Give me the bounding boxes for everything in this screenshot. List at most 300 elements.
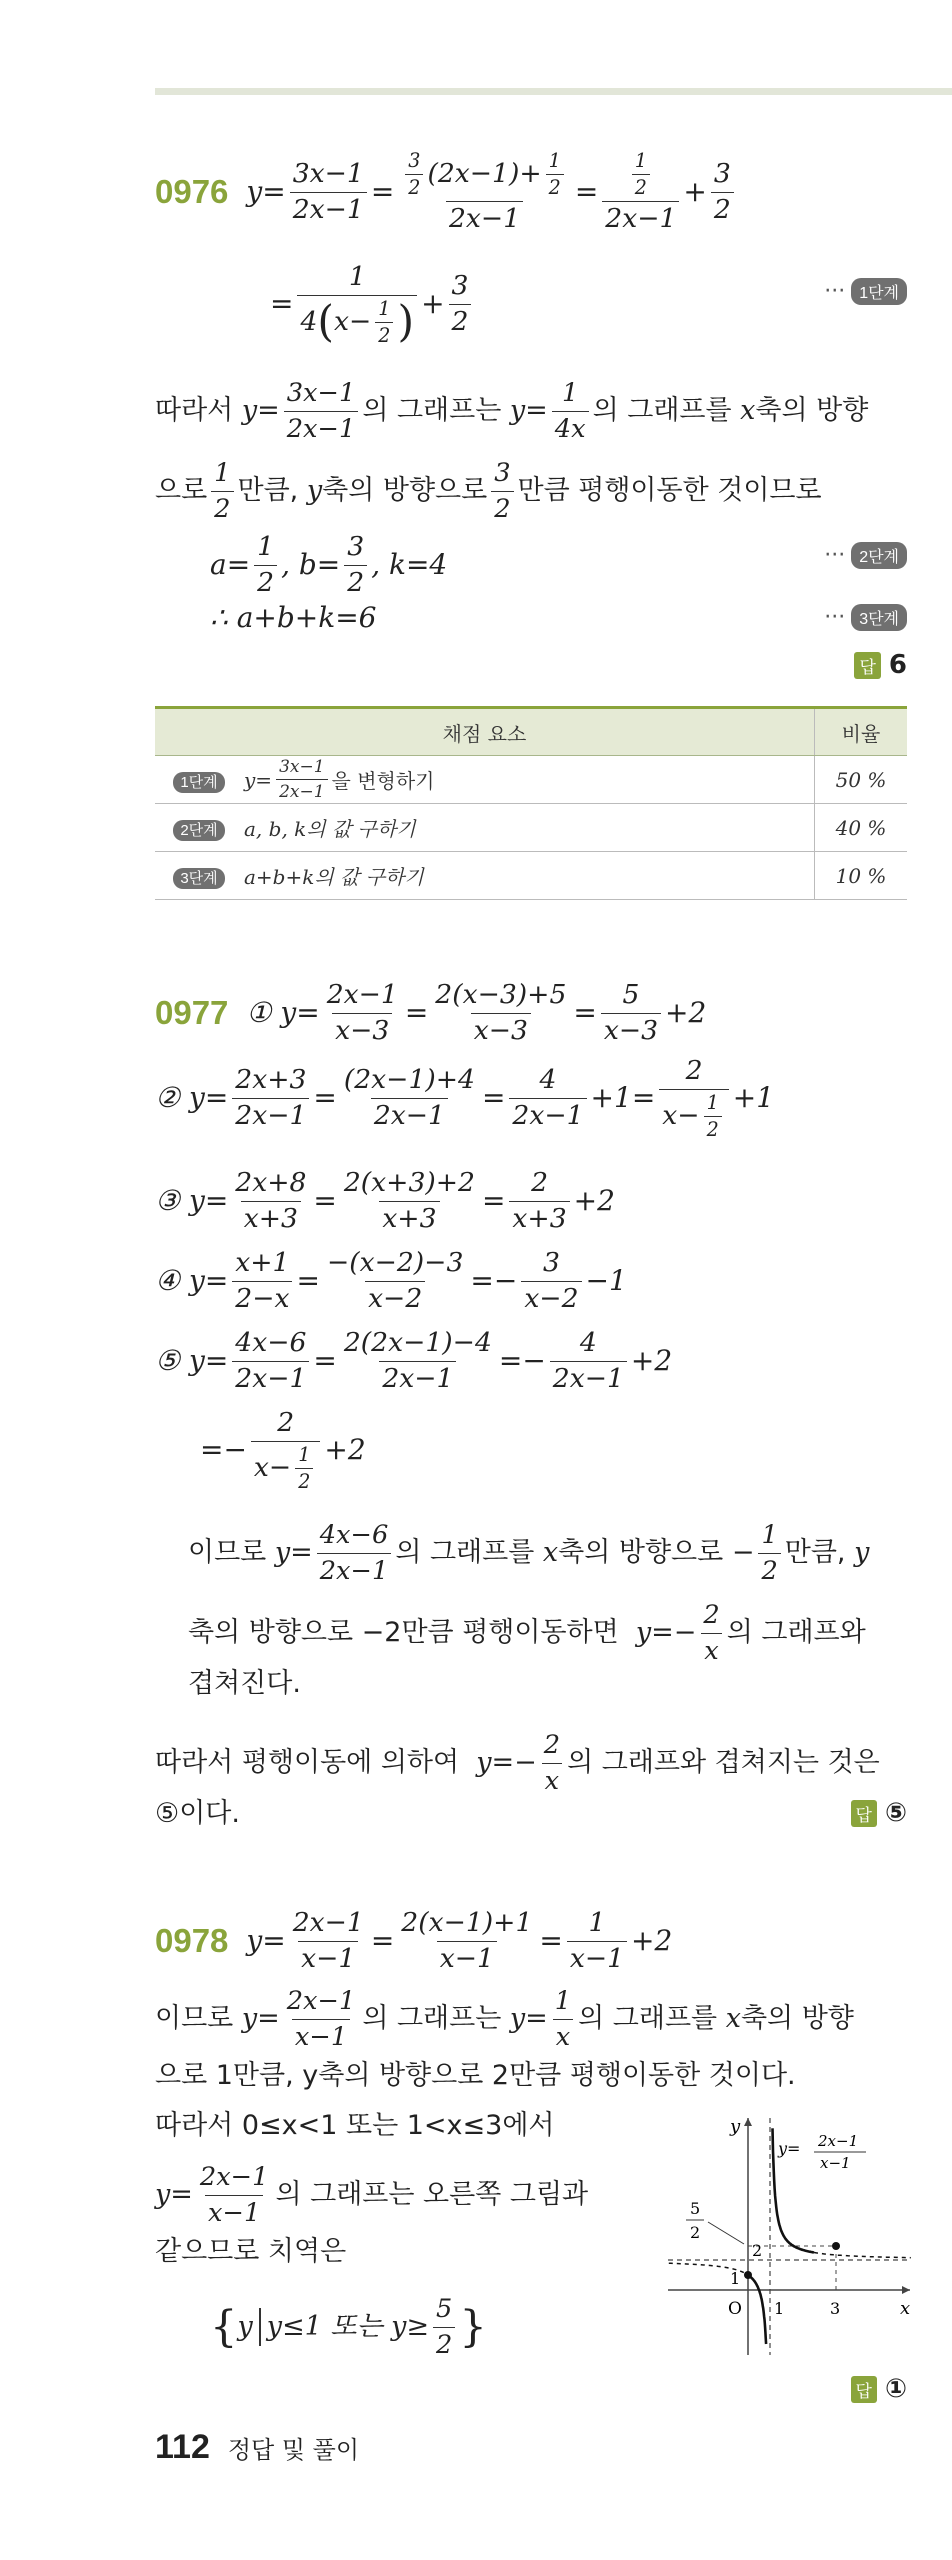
eq-text: +1= — [590, 1081, 656, 1115]
eq-text: = — [313, 1343, 337, 1377]
numerator: 4 — [579, 1327, 597, 1358]
numerator: 2 — [543, 1730, 561, 1760]
text: 따라서 평행이동에 의하여 — [155, 1747, 460, 1779]
fraction — [324, 980, 401, 1046]
numerator: 5 — [622, 979, 640, 1010]
fraction — [700, 1600, 722, 1667]
tick-label-y2: 2 — [752, 2241, 763, 2260]
eq-text: +1 — [732, 1081, 775, 1115]
text: 만큼, — [784, 1537, 846, 1569]
answer-value: 6 — [888, 650, 907, 680]
fraction — [290, 159, 367, 225]
numerator: 3 — [713, 158, 731, 190]
numerator: 1 — [634, 149, 647, 172]
eq-text: y — [854, 1537, 870, 1569]
fraction — [491, 458, 513, 525]
text: ⑤이다. — [155, 1798, 240, 1829]
text: 의 그래프는 — [362, 2003, 502, 2035]
fraction — [398, 150, 571, 235]
answer-value: ① — [884, 2374, 907, 2404]
fraction — [432, 980, 569, 1046]
p0976-text1 — [155, 378, 907, 445]
fraction — [375, 298, 393, 347]
p0977-t4 — [155, 1730, 907, 1797]
denominator: 2 — [632, 174, 650, 199]
step-badge: 3단계 — [851, 604, 907, 631]
endpoint-dot — [744, 2271, 752, 2279]
fraction — [601, 980, 661, 1046]
eq-text: = — [481, 1081, 506, 1115]
desc-cell: a, b, k의 값 구하기 — [243, 804, 815, 852]
eq-text: = — [404, 995, 429, 1029]
numerator: 3 — [408, 149, 421, 172]
eq-text: +2 — [665, 995, 707, 1029]
tick-label-y1: 1 — [730, 2269, 741, 2288]
fraction — [232, 1065, 309, 1131]
denominator: x — [701, 1633, 721, 1667]
numerator: 3 — [542, 1247, 560, 1278]
eq-text: +2 — [573, 1183, 615, 1217]
eq-text: = — [481, 1183, 506, 1217]
eq-text: x — [542, 1537, 559, 1569]
eq-text: (2x−1)+ — [427, 158, 542, 190]
fraction — [552, 378, 589, 445]
numerator: 3x−1 — [286, 378, 356, 408]
text: 축의 방향으로 — [558, 1537, 724, 1569]
eq-text: + — [683, 175, 707, 209]
fraction — [341, 1168, 478, 1234]
eq-text: y= — [241, 2003, 280, 2035]
dots: ··· — [824, 543, 846, 568]
p0977-l1 — [155, 980, 907, 1046]
eq-text: y= — [241, 395, 280, 427]
fraction — [251, 1408, 320, 1493]
p0976-eq3 — [210, 532, 907, 598]
numerator: 1 — [348, 261, 366, 292]
fraction — [552, 1986, 574, 2053]
numerator: 2x−1 — [199, 2162, 269, 2192]
numerator: 4 — [539, 1064, 557, 1096]
top-rule — [155, 88, 952, 95]
text: 의 그래프는 오른쪽 그림과 — [275, 2179, 589, 2211]
text: 축의 방향 — [755, 395, 869, 427]
fraction — [632, 150, 650, 199]
fraction — [232, 1328, 309, 1394]
answer-label: 답 — [851, 1800, 877, 1827]
eq-text: y= — [274, 1537, 313, 1569]
step-badge: 2단계 — [851, 542, 907, 569]
fraction — [711, 159, 734, 225]
eq-text: = — [573, 995, 597, 1029]
fraction — [521, 1248, 581, 1314]
numerator: 4x−6 — [235, 1327, 307, 1358]
fraction — [550, 1328, 627, 1394]
p0976-eq2 — [270, 262, 907, 347]
fraction — [602, 150, 679, 235]
desc-cell: a+b+k의 값 구하기 — [243, 852, 815, 900]
fraction — [541, 1730, 563, 1797]
eq-text: y — [237, 2311, 253, 2343]
eq-text: y= — [509, 2003, 548, 2035]
denominator: 2 — [211, 491, 233, 525]
text: 의 그래프는 — [362, 395, 502, 427]
desc-cell — [243, 756, 815, 804]
eq-text: =− — [200, 1433, 247, 1467]
fraction — [295, 1444, 313, 1493]
curve-label-num: 2x−1 — [818, 2132, 859, 2150]
eq-text: y=− — [635, 1617, 697, 1649]
numerator: 1 — [588, 1907, 606, 1938]
p0976-eq4 — [210, 602, 907, 634]
numerator: 1 — [548, 149, 561, 172]
numerator: 1 — [257, 531, 275, 562]
numerator: −(x−2)−3 — [326, 1247, 464, 1278]
page-number: 112 — [155, 2428, 210, 2466]
numerator: 4x−6 — [319, 1520, 389, 1550]
denominator: 2 — [433, 2327, 455, 2361]
numerator: 2 — [277, 1407, 295, 1438]
denominator: x−3 — [601, 1013, 661, 1047]
denominator: 2 — [711, 192, 734, 226]
fraction — [704, 1092, 722, 1141]
denominator: x−1 — [205, 2195, 263, 2229]
eq-text: = — [370, 175, 395, 209]
numerator: 2(x+3)+2 — [343, 1167, 475, 1198]
eq-text: y= — [155, 2179, 193, 2211]
rational-function-graph — [660, 2110, 920, 2360]
eq-text: x — [740, 395, 756, 427]
fraction — [659, 1056, 728, 1141]
numerator: 2x−1 — [286, 1986, 356, 2016]
numerator: 2x−1 — [326, 979, 398, 1010]
numerator: 1 — [298, 1442, 311, 1466]
text: 겹쳐진다. — [188, 1668, 301, 1699]
ratio-cell: 10 % — [815, 852, 908, 900]
denominator: 2x−1 — [290, 192, 367, 226]
text: 따라서 0≤x<1 또는 1<x≤3에서 — [155, 2110, 555, 2141]
text: 따라서 — [155, 395, 234, 427]
eq-text: x — [725, 2003, 741, 2035]
numerator: 3 — [451, 270, 469, 302]
text: 만큼 평행이동한 것이므로 — [517, 475, 822, 507]
numerator: 3 — [494, 458, 511, 488]
denominator: x−2 — [365, 1281, 425, 1315]
problem-number: 0978 — [155, 1922, 229, 1960]
fraction — [284, 1986, 359, 2053]
text: 축의 방향으로 — [322, 475, 488, 507]
eq-text: = — [574, 175, 599, 209]
step-marker-2 — [824, 542, 907, 569]
numerator: 2x+3 — [235, 1064, 307, 1096]
p0978-t1 — [155, 1986, 907, 2053]
fraction — [232, 1248, 292, 1314]
fraction — [509, 1065, 586, 1131]
eq-text: x− — [334, 305, 372, 337]
denominator: 2x−1 — [317, 1553, 392, 1587]
eq-text: ① y= — [246, 995, 320, 1029]
fraction — [546, 150, 564, 199]
score-table — [155, 706, 907, 900]
eq-text: = — [313, 1081, 337, 1115]
eq-text: y=− — [476, 1747, 537, 1779]
text: 의 그래프를 — [592, 395, 732, 427]
denominator: x−1 — [298, 1941, 358, 1975]
step-marker-3 — [824, 604, 907, 631]
origin-label: O — [728, 2299, 742, 2319]
numerator: 3 — [347, 531, 365, 562]
pointer-line — [708, 2222, 744, 2244]
numerator: 1 — [554, 1986, 572, 2016]
numerator: 1 — [562, 378, 579, 408]
denominator: 2x−1 — [602, 201, 679, 235]
fraction — [211, 458, 233, 525]
denominator: 2−x — [232, 1281, 292, 1315]
fraction — [284, 378, 359, 445]
p0977-l4 — [155, 1248, 907, 1314]
denominator: x — [553, 2019, 573, 2053]
denominator: 2 — [491, 491, 513, 525]
denominator: 2x−1 — [550, 1361, 627, 1395]
eq-text: x− — [662, 1099, 700, 1131]
denominator: x — [542, 1763, 562, 1797]
denominator: x−1 — [437, 1941, 497, 1975]
fraction — [449, 271, 472, 337]
eq-text: +2 — [631, 1923, 673, 1957]
page-section-title: 정답 및 풀이 — [227, 2436, 360, 2464]
eq-text: = — [313, 1183, 337, 1217]
eq-text: ⑤ y= — [155, 1343, 229, 1377]
fraction — [290, 1908, 367, 1974]
step-badge: 2단계 — [173, 820, 224, 841]
score-table-header — [155, 708, 907, 756]
denominator: x+3 — [509, 1201, 569, 1235]
numerator: 2 — [685, 1055, 703, 1086]
denominator: x−2 — [521, 1281, 581, 1315]
p0978-answer — [851, 2374, 907, 2404]
tick-label-x3: 3 — [830, 2299, 841, 2318]
p0978-eq — [155, 1908, 907, 1974]
dots: ··· — [824, 605, 846, 630]
denominator: 2 — [449, 304, 472, 338]
page-footer — [155, 2428, 359, 2467]
p0977-t1 — [188, 1520, 907, 1587]
text: 으로 1만큼, y축의 방향으로 2만큼 평행이동한 것이다. — [155, 2060, 796, 2091]
eq-text: = — [539, 1923, 563, 1957]
fraction — [398, 1908, 535, 1974]
numerator: 3x−1 — [279, 757, 325, 777]
eq-text: ④ y= — [155, 1263, 229, 1297]
numerator: 2 — [703, 1600, 720, 1630]
fraction — [276, 757, 327, 802]
eq-text: =− — [470, 1263, 518, 1297]
fraction — [758, 1520, 780, 1587]
fraction: 1 4 ( x− $\frac{1}{2}$ ) — [297, 262, 417, 347]
tick-label-x1: 1 — [774, 2299, 785, 2318]
denominator: 2x−1 — [232, 1098, 309, 1132]
step-badge: 3단계 — [173, 868, 224, 889]
curve-label-den: x−1 — [820, 2154, 851, 2172]
numerator: 2(x−1)+1 — [401, 1907, 533, 1938]
text: 의 그래프와 겹쳐지는 것은 — [567, 1747, 880, 1779]
ratio-cell: 40 % — [815, 804, 908, 852]
text: 이므로 — [188, 1537, 267, 1569]
eq-text: +2 — [324, 1433, 366, 1467]
curve-right-dashed — [814, 2253, 911, 2258]
p0977-t3 — [188, 1668, 907, 1700]
numerator: 2(2x−1)−4 — [343, 1327, 492, 1358]
p0976-text2 — [155, 458, 907, 525]
text: 축의 방향 — [740, 2003, 854, 2035]
eq-text: y= — [246, 175, 286, 209]
eq-text: y= — [509, 395, 548, 427]
eq-text: ③ y= — [155, 1183, 229, 1217]
eq-text: = — [370, 1923, 395, 1957]
x-axis-label: x — [900, 2298, 911, 2319]
tick-label-52-den: 2 — [690, 2223, 701, 2242]
p0977-answer — [851, 1798, 907, 1828]
denominator: x+3 — [379, 1201, 439, 1235]
problem-number: 0976 — [155, 173, 229, 211]
answer-label: 답 — [851, 2376, 877, 2403]
y-axis-arrow — [744, 2118, 752, 2126]
problem-number: 0977 — [155, 994, 229, 1032]
fraction — [344, 532, 367, 598]
numerator: 2 — [531, 1167, 548, 1198]
fraction — [509, 1168, 569, 1234]
text: 이므로 — [155, 2003, 234, 2035]
denominator: x−1 — [292, 2019, 350, 2053]
text: 축의 방향으로 −2만큼 평행이동하면 — [188, 1617, 619, 1649]
denominator: x+3 — [241, 1201, 301, 1235]
eq-text: , b= — [281, 547, 341, 581]
denominator: x−3 — [332, 1013, 392, 1047]
p0978-t2 — [155, 2060, 907, 2092]
step-badge: 1단계 — [173, 772, 224, 793]
numerator: 5 — [436, 2294, 453, 2324]
eq-text: +2 — [630, 1343, 673, 1377]
fraction — [232, 1168, 309, 1234]
denominator: 2x−1 — [446, 201, 523, 235]
denominator: 2 — [254, 565, 277, 599]
eq-text: −1 — [585, 1263, 627, 1297]
denominator: 2 — [758, 1553, 780, 1587]
numerator: 2x−1 — [292, 1907, 364, 1938]
numerator: 1 — [706, 1090, 719, 1114]
text: 의 그래프를 — [578, 2003, 718, 2035]
p0976-eq1 — [155, 150, 907, 235]
eq-text: , k=4 — [371, 547, 448, 581]
step-marker-1 — [824, 278, 907, 305]
denominator: 2 — [344, 565, 367, 599]
numerator: 1 — [761, 1520, 778, 1550]
fraction — [324, 1248, 466, 1314]
eq-text: = — [270, 287, 294, 321]
tick-label-52-num: 5 — [690, 2199, 701, 2218]
denominator: 2 — [405, 174, 423, 199]
denominator: 2x−1 — [276, 779, 327, 802]
p0977-l3 — [155, 1168, 907, 1234]
x-axis-arrow — [902, 2286, 910, 2294]
eq-text: x− — [253, 1451, 292, 1483]
denominator: 2x−1 — [371, 1098, 448, 1132]
numerator: 1 — [378, 296, 391, 320]
table-row — [155, 804, 907, 852]
text: 을 변형하기 — [331, 769, 435, 793]
p0977-t5 — [155, 1798, 907, 1830]
eq-text: a= — [210, 547, 251, 581]
text: 의 그래프와 — [726, 1617, 866, 1649]
text: 의 그래프를 — [395, 1537, 535, 1569]
denominator: x−3 — [471, 1013, 531, 1047]
text: 으로 — [155, 475, 208, 507]
y-axis-label: y — [730, 2116, 741, 2137]
table-row — [155, 756, 907, 804]
denominator: 4x — [552, 411, 589, 445]
p0977-l6 — [200, 1408, 907, 1493]
eq-text: y= — [244, 767, 273, 792]
numerator: 1 — [214, 458, 231, 488]
p0977-t2 — [188, 1600, 907, 1667]
dots: ··· — [824, 279, 846, 304]
eq-text: y — [306, 475, 323, 507]
fraction — [433, 2294, 455, 2361]
numerator: 2(x−3)+5 — [435, 979, 567, 1010]
denominator: 2x−1 — [379, 1361, 456, 1395]
eq-text: ∴ a+b+k=6 — [210, 601, 377, 634]
endpoint-dot — [832, 2242, 840, 2250]
fraction — [254, 532, 277, 598]
step-badge: 1단계 — [851, 278, 907, 305]
eq-text: ② y= — [155, 1081, 229, 1115]
fraction — [197, 2162, 272, 2229]
eq-text: y= — [246, 1923, 286, 1957]
denominator: 2x−1 — [232, 1361, 309, 1395]
p0978-range: { y y≤1 또는 y≥ $\frac{5}{2}$ } — [210, 2294, 487, 2360]
curve-left-branch — [748, 2275, 766, 2344]
table-row — [155, 852, 907, 900]
p0977-l5 — [155, 1328, 907, 1394]
answer-label: 답 — [854, 652, 880, 679]
denominator: 2x−1 — [509, 1098, 586, 1132]
denominator: 2 — [704, 1116, 722, 1141]
denominator: 2 — [546, 174, 564, 199]
p0976-answer — [854, 650, 907, 680]
ratio-cell: 50 % — [815, 756, 908, 804]
denominator: 2 — [295, 1468, 313, 1493]
header-cell: 비율 — [815, 708, 908, 756]
p0977-l2 — [155, 1056, 907, 1141]
fraction — [341, 1065, 478, 1131]
fraction — [567, 1908, 627, 1974]
denominator: x−1 — [567, 1941, 627, 1975]
denominator: 2x−1 — [284, 411, 359, 445]
text: 만큼, — [237, 475, 299, 507]
header-cell: 채점 요소 — [155, 708, 815, 756]
numerator: 3x−1 — [292, 158, 364, 190]
numerator: x+1 — [235, 1247, 290, 1278]
fraction — [405, 150, 423, 199]
curve-label: y= — [778, 2139, 801, 2158]
fraction — [317, 1520, 392, 1587]
eq-text: =− — [498, 1343, 546, 1377]
eq-text: 4 — [300, 305, 318, 337]
eq-text: = — [296, 1263, 320, 1297]
eq-text: y≤1 또는 y≥ — [266, 2311, 430, 2343]
numerator: (2x−1)+4 — [343, 1064, 475, 1096]
denominator: 2 — [375, 322, 393, 347]
eq-text: − — [731, 1537, 755, 1569]
answer-value: ⑤ — [884, 1798, 907, 1828]
